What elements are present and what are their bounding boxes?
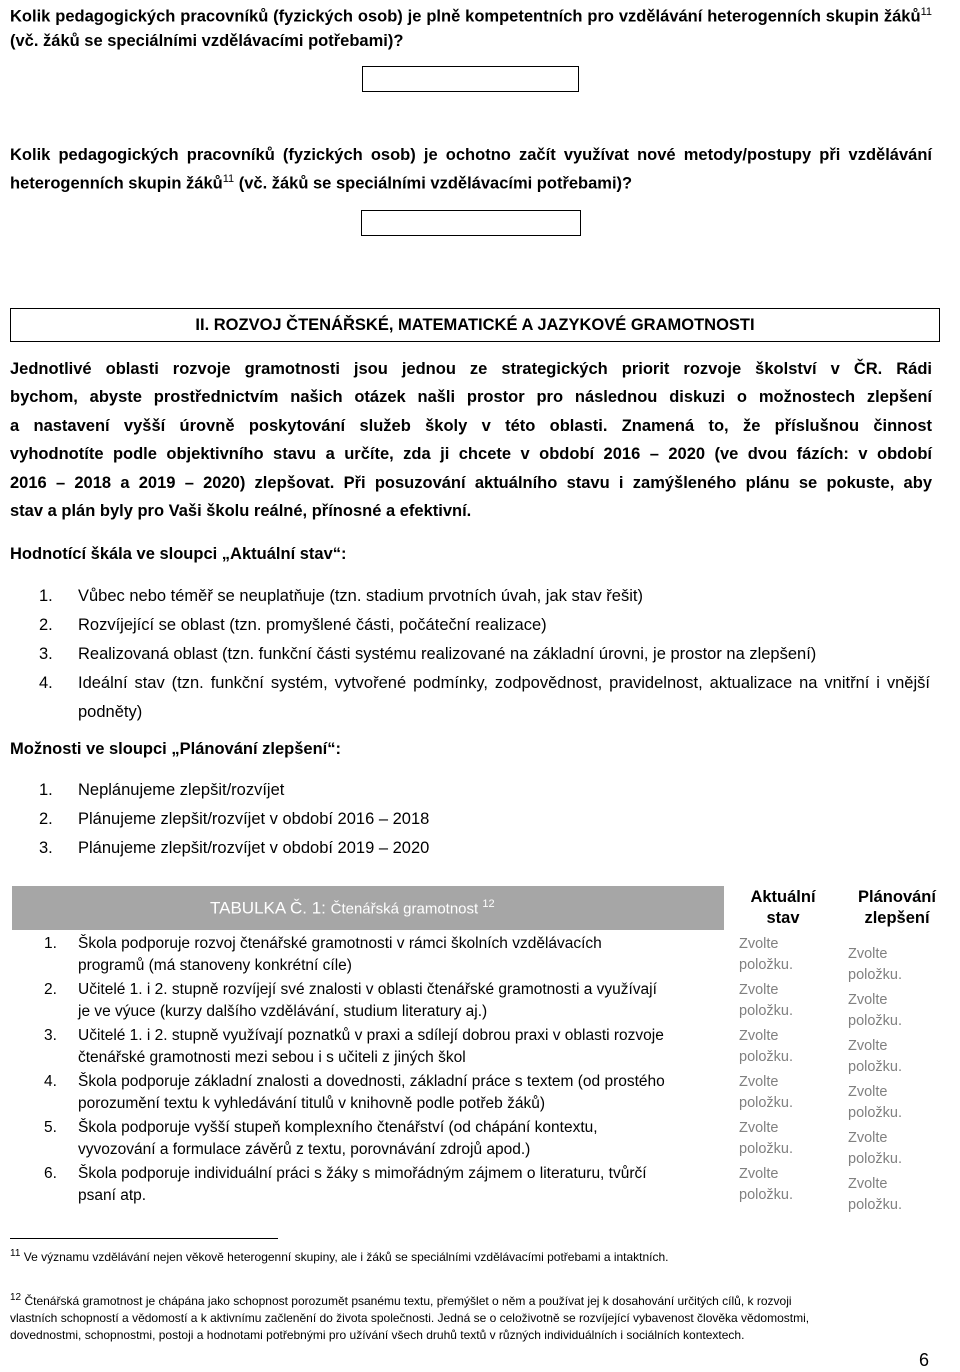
- footnote-ref-11: 11: [920, 6, 932, 18]
- row-text-line-1: Škola podporuje individuální práci s žáky s mimořádným zájmem o literaturu, tvůrčí: [78, 1165, 647, 1182]
- table-row: [12, 1163, 942, 1213]
- question-1: [10, 0, 932, 53]
- row-text-line-2: čtenářské gramotnosti mezi sebou i s učiteli z jiných škol: [78, 1048, 466, 1066]
- scale-num: 4.: [39, 674, 53, 692]
- scale-text: Rozvíjející se oblast (tzn. promyšlené části, počáteční realizace): [78, 616, 547, 634]
- scale-num: 3.: [39, 645, 53, 663]
- row-number: 6.: [44, 1165, 57, 1182]
- current-state-dropdown[interactable]: [739, 1026, 793, 1068]
- section-title-box: [10, 308, 940, 342]
- footnote-12-line-1: Čtenářská gramotnost je chápána jako schopnost porozumět psanému textu, přemýšlet o něm a používat jej k dosahování určitých cílů, k rozvoji: [21, 1294, 792, 1308]
- row-text-line-2: je ve výuce (kurzy dalšího vzdělávání, studium literatury aj.): [78, 1002, 488, 1020]
- dropdown-placeholder-l1: Zvolte: [739, 982, 779, 998]
- plan-dropdown[interactable]: Zvolte položku.: [848, 1176, 903, 1213]
- footnote-11: [10, 1245, 935, 1266]
- current-state-dropdown[interactable]: [739, 980, 793, 1022]
- intro-line-1: Jednotlivé oblasti rozvoje gramotnosti jsou jednou ze strategických priorit rozvoje školství v ČR. Rádi: [10, 360, 932, 378]
- footnote-separator: [10, 1238, 278, 1239]
- table-title: [210, 898, 495, 919]
- scale-item-4: [10, 669, 930, 727]
- page-number: 6: [919, 1350, 930, 1370]
- row-text: [78, 1117, 724, 1160]
- table-title-topic: Čtenářská gramotnost: [330, 900, 483, 918]
- current-state-dropdown[interactable]: [739, 1072, 793, 1114]
- table-row: [12, 1117, 942, 1167]
- row-text-line-1: Škola podporuje rozvoj čtenářské gramotnosti v rámci školních vzdělávacích: [78, 935, 602, 952]
- scale-heading: Hodnotící škála ve sloupci „Aktuální stav“:: [10, 545, 347, 563]
- footnote-12-line-2: vlastních schopností a vědomostí a k aktivnímu začlenění do života společnosti. Jedná se o celoživotně se rozvíjející vybavenost člověka vědomostmi,: [10, 1311, 810, 1325]
- dropdown-placeholder-l1: Zvolte: [739, 1074, 779, 1090]
- dropdown-placeholder-l2: položku.: [739, 957, 794, 973]
- row-text: [78, 1071, 724, 1114]
- row-number: 1.: [44, 935, 57, 952]
- intro-line-5: 2016 – 2018 a 2019 – 2020) zlepšovat. Při posuzování aktuálního stavu i zamýšleného plánu se pokuste, aby: [10, 474, 932, 492]
- section-title: II. ROZVOJ ČTENÁŘSKÉ, MATEMATICKÉ A JAZYKOVÉ GRAMOTNOSTI: [195, 316, 755, 334]
- dropdown-placeholder-l2: položku.: [739, 1003, 794, 1019]
- column-header-plan: [842, 887, 952, 929]
- table-row: [12, 979, 942, 1029]
- footnote-ref-11b: 11: [222, 173, 235, 185]
- column-header-current: [736, 887, 830, 929]
- dropdown-placeholder-l1: Zvolte: [739, 1166, 779, 1182]
- column-header-plan-l2: zlepšení: [864, 909, 930, 927]
- footnote-11-text: Ve významu vzdělávání nejen věkově heterogenní skupiny, ale i žáků se speciálními vzdělávacími potřebami a intaktních.: [20, 1250, 669, 1264]
- table-row: [12, 1025, 942, 1075]
- question-2-text: Kolik pedagogických pracovníků (fyzických osob) je ochotno začít využívat nové metody/postupy při vzdělávání heterogenních skupin žáků: [10, 146, 932, 193]
- option-num: 1.: [39, 781, 53, 799]
- intro-line-4: vyhodnotíte podle objektivního stavu a určíte, zda ji chcete v období 2016 – 2020 (ve dvou fázích: v období: [10, 445, 932, 463]
- row-text-line-1: Učitelé 1. i 2. stupně využívají poznatků v praxi a sdílejí dobrou praxi v oblasti rozvoje: [78, 1027, 664, 1044]
- option-text: Plánujeme zlepšit/rozvíjet v období 2016 – 2018: [78, 810, 430, 828]
- row-text-line-2: psaní atp.: [78, 1186, 147, 1204]
- current-state-dropdown[interactable]: [739, 934, 793, 976]
- dropdown-placeholder-l2: položku.: [739, 1049, 794, 1065]
- column-header-plan-l1: Plánování: [858, 888, 936, 906]
- row-text: [78, 933, 724, 976]
- row-number: 2.: [44, 981, 57, 998]
- row-text-line-2: vyvozování a formulace závěrů z textu, porovnávání zdrojů apod.): [78, 1140, 531, 1158]
- question-2: [10, 143, 932, 196]
- question-1-text-b: (vč. žáků se speciálními vzdělávacími potřebami)?: [10, 31, 404, 50]
- row-number: 3.: [44, 1027, 57, 1044]
- dropdown-placeholder-l2: položku.: [739, 1095, 794, 1111]
- intro-line-6: stav a plán byly pro Vaši školu reálné, přínosné a efektivní.: [10, 502, 472, 520]
- scale-text: Vůbec nebo téměř se neuplatňuje (tzn. stadium prvotních úvah, jak stav řešit): [78, 587, 643, 605]
- row-text: [78, 979, 724, 1022]
- column-header-current-l1: Aktuální: [750, 888, 816, 906]
- plan-dropdown[interactable]: Zvolte položku.: [848, 946, 903, 983]
- intro-line-2: bychom, abyste prostřednictvím našich otázek našli prostor pro následnou diskuzi o možnostech zlepšení: [10, 388, 932, 406]
- answer-field-2[interactable]: [361, 210, 581, 236]
- dropdown-placeholder-l2: položku.: [739, 1187, 794, 1203]
- table-row: [12, 933, 942, 983]
- footnote-12-line-3: dovednostmi, schopnostmi, postoji a hodnotami potřebnými pro užívání všech druhů textů v různých individuálních i sociálních kontextech.: [10, 1328, 745, 1342]
- row-text-line-2: porozumění textu k vyhledávání titulů v knihovně podle potřeb žáků): [78, 1094, 545, 1112]
- scale-num: 1.: [39, 587, 53, 605]
- footnote-12: [10, 1289, 935, 1344]
- dropdown-placeholder-l2: položku.: [739, 1141, 794, 1157]
- option-text: Neplánujeme zlepšit/rozvíjet: [78, 781, 285, 799]
- plan-dropdown[interactable]: Zvolte položku.: [848, 1084, 903, 1121]
- plan-dropdown[interactable]: Zvolte položku.: [848, 992, 903, 1029]
- row-text-line-1: Škola podporuje základní znalosti a dovednosti, základní práce s textem (od prostého: [78, 1073, 665, 1090]
- table-title-prefix: TABULKA Č. 1:: [210, 898, 331, 918]
- column-header-current-l2: stav: [766, 909, 800, 927]
- options-heading: Možnosti ve sloupci „Plánování zlepšení“:: [10, 740, 341, 758]
- plan-dropdown[interactable]: Zvolte položku.: [848, 1038, 903, 1075]
- row-text-line-1: Škola podporuje vyšší stupeň komplexního čtenářství (od chápání kontextu,: [78, 1119, 598, 1136]
- current-state-dropdown[interactable]: [739, 1164, 793, 1206]
- scale-text: Ideální stav (tzn. funkční systém, vytvořené podmínky, zodpovědnost, pravidelnost, aktualizace na vnitřní i vnější podněty): [78, 674, 930, 721]
- row-text: [78, 1163, 724, 1206]
- intro-line-3: a nastavení vyšší úrovně poskytování služeb školy v této oblasti. Znamená to, že příslušnou činnost: [10, 417, 932, 435]
- scale-num: 2.: [39, 616, 53, 634]
- option-num: 2.: [39, 810, 53, 828]
- option-num: 3.: [39, 839, 53, 857]
- dropdown-placeholder-l1: Zvolte: [739, 1028, 779, 1044]
- row-number: 4.: [44, 1073, 57, 1090]
- footnote-ref-12: 12: [482, 898, 495, 910]
- row-text-line-1: Učitelé 1. i 2. stupně rozvíjejí své znalosti v oblasti čtenářské gramotnosti a využívají: [78, 981, 657, 998]
- row-text-line-2: programů (má stanoveny konkrétní cíle): [78, 956, 352, 974]
- footnote-12-number: 12: [10, 1292, 22, 1303]
- dropdown-placeholder-l1: Zvolte: [739, 1120, 779, 1136]
- answer-field-1[interactable]: [362, 66, 579, 92]
- footnote-11-number: 11: [10, 1248, 21, 1259]
- plan-dropdown[interactable]: Zvolte položku.: [848, 1130, 903, 1167]
- dropdown-placeholder-l1: Zvolte: [739, 936, 779, 952]
- question-1-text: Kolik pedagogických pracovníků (fyzických osob) je plně kompetentních pro vzdělávání heterogenních skupin žáků: [10, 7, 921, 26]
- current-state-dropdown[interactable]: [739, 1118, 793, 1160]
- row-text: [78, 1025, 724, 1068]
- option-text: Plánujeme zlepšit/rozvíjet v období 2019 – 2020: [78, 839, 430, 857]
- scale-text: Realizovaná oblast (tzn. funkční části systému realizované na základní úrovni, je prostor na zlepšení): [78, 645, 817, 663]
- question-2-text-b: (vč. žáků se speciálními vzdělávacími potřebami)?: [234, 174, 633, 193]
- table-row: [12, 1071, 942, 1121]
- row-number: 5.: [44, 1119, 57, 1136]
